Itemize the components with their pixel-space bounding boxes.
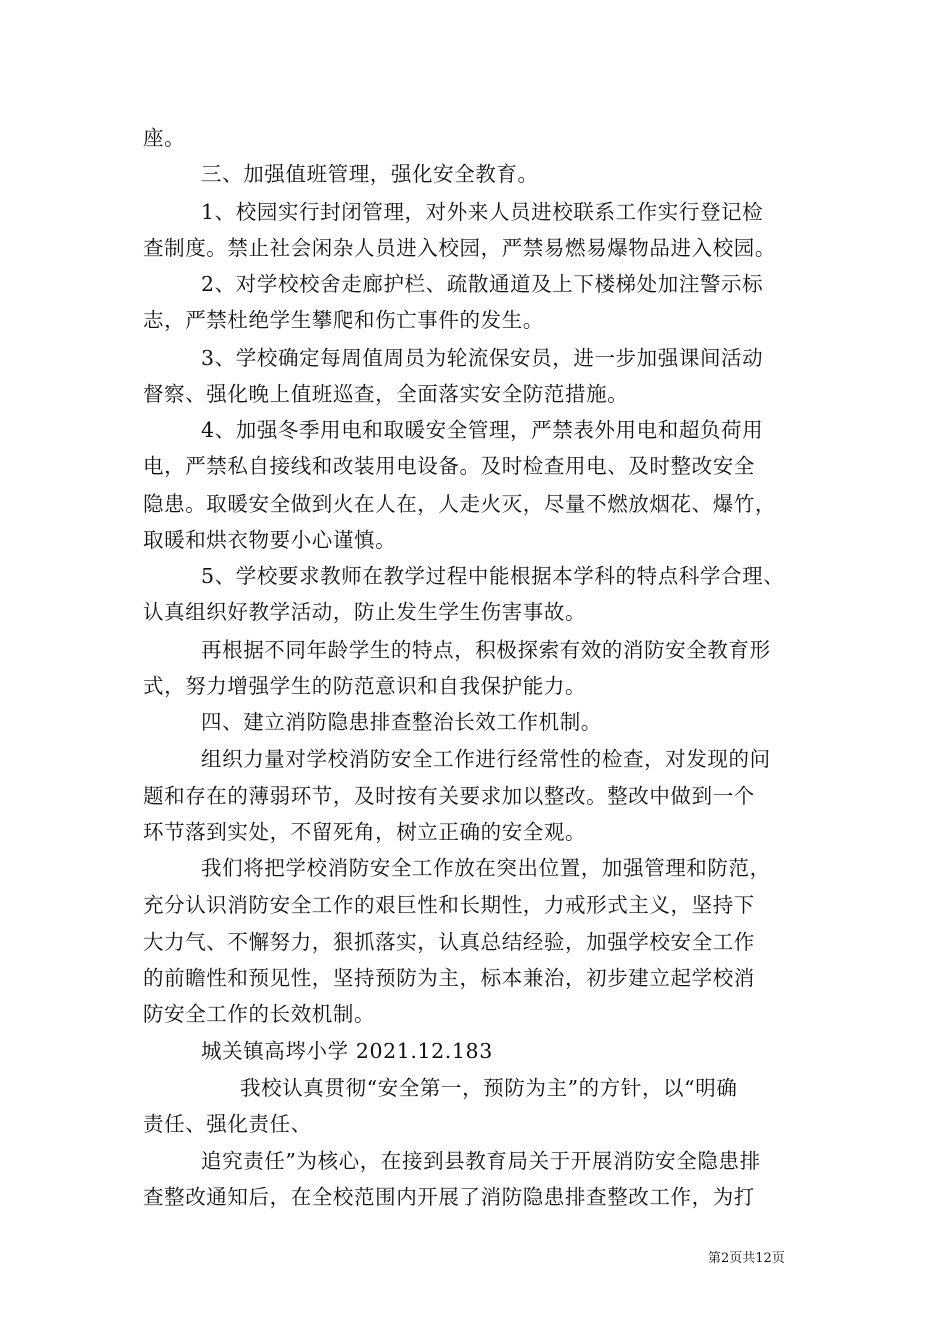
text-line: 1、校园实行封闭管理，对外来人员进校联系工作实行登记检 bbox=[201, 200, 764, 224]
text-line: 追究责任”为核心，在接到县教育局关于开展消防安全隐患排 bbox=[201, 1149, 761, 1173]
text-line: 题和存在的薄弱环节，及时按有关要求加以整改。整改中做到一个 bbox=[143, 784, 755, 808]
text-line: 督察、强化晚上值班巡查，全面落实安全防范措施。 bbox=[143, 382, 629, 406]
text-line: 大力气、不懈努力，狠抓落实，认真总结经验，加强学校安全工作 bbox=[143, 930, 755, 954]
text-line: 查整改通知后，在全校范围内开展了消防隐患排查整改工作，为打 bbox=[143, 1185, 755, 1209]
text-line: 2、对学校校舍走廊护栏、疏散通道及上下楼梯处加注警示标 bbox=[201, 272, 764, 296]
text-line: 我校认真贯彻“安全第一，预防为主”的方针，以“明确 bbox=[240, 1076, 738, 1100]
section-heading: 三、加强值班管理，强化安全教育。 bbox=[201, 162, 539, 186]
section-heading: 四、建立消防隐患排查整治长效工作机制。 bbox=[201, 710, 602, 734]
text-line: 4、加强冬季用电和取暖安全管理，严禁表外用电和超负荷用 bbox=[201, 418, 764, 442]
text-line: 电，严禁私自接线和改装用电设备。及时检查用电、及时整改安全 bbox=[143, 454, 755, 478]
text-line: 组织力量对学校消防安全工作进行经常性的检查，对发现的问 bbox=[201, 747, 771, 771]
text-line: 3、学校确定每周值周员为轮流保安员，进一步加强课间活动 bbox=[201, 346, 764, 370]
text-line: 座。 bbox=[143, 126, 186, 150]
text-line: 我们将把学校消防安全工作放在突出位置，加强管理和防范， bbox=[201, 856, 771, 880]
text-line: 防安全工作的长效机制。 bbox=[143, 1002, 376, 1026]
text-line: 责任、强化责任、 bbox=[143, 1112, 312, 1136]
text-line: 志，严禁杜绝学生攀爬和伤亡事件的发生。 bbox=[143, 308, 544, 332]
text-line: 5、学校要求教师在教学过程中能根据本学科的特点科学合理、 bbox=[201, 564, 785, 588]
text-line: 再根据不同年龄学生的特点，积极探索有效的消防安全教育形 bbox=[201, 638, 771, 662]
text-line: 式，努力增强学生的防范意识和自我保护能力。 bbox=[143, 674, 587, 698]
text-line: 查制度。禁止社会闲杂人员进入校园，严禁易燃易爆物品进入校园。 bbox=[143, 236, 776, 260]
text-line: 充分认识消防安全工作的艰巨性和长期性，力戒形式主义，坚持下 bbox=[143, 893, 755, 917]
text-line: 环节落到实处，不留死角，树立正确的安全观。 bbox=[143, 820, 587, 844]
signature-line: 城关镇高埁小学 2021.12.183 bbox=[201, 1039, 493, 1063]
page-number-footer: 第2页共12页 bbox=[708, 1251, 785, 1266]
text-line: 取暖和烘衣物要小心谨慎。 bbox=[143, 528, 397, 552]
text-line: 认真组织好教学活动，防止发生学生伤害事故。 bbox=[143, 600, 587, 624]
text-line: 隐患。取暖安全做到火在人在，人走火灭，尽量不燃放烟花、爆竹， bbox=[143, 492, 776, 516]
text-line: 的前瞻性和预见性，坚持预防为主，标本兼治，初步建立起学校消 bbox=[143, 966, 755, 990]
